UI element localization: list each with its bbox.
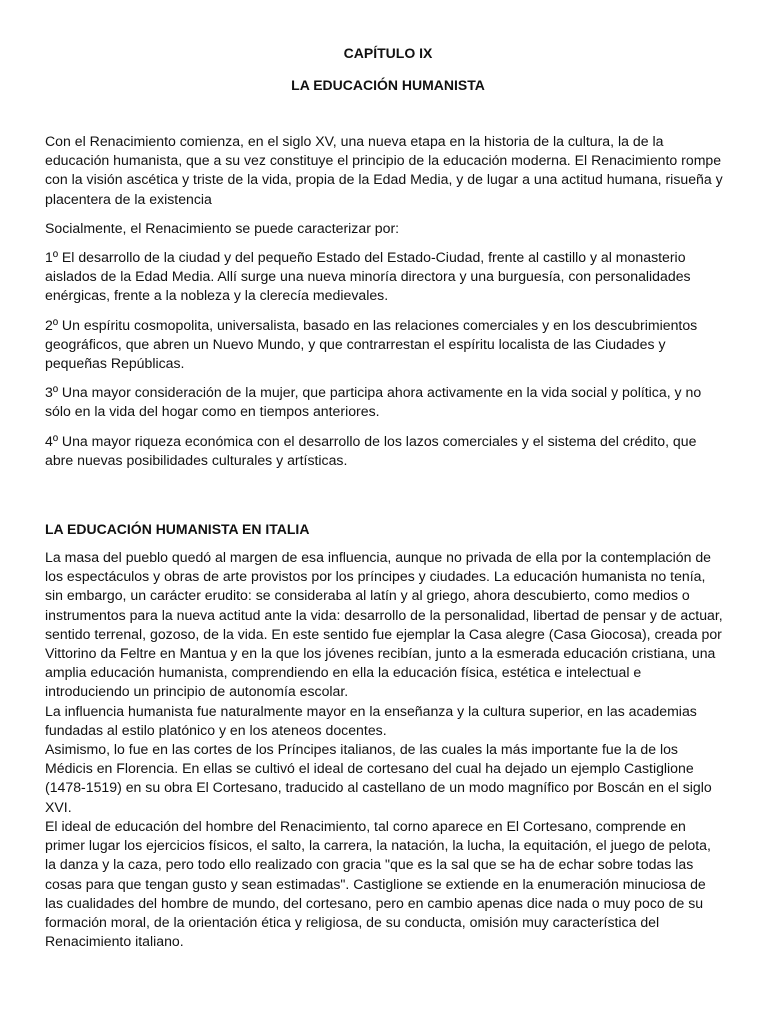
intro-section xyxy=(45,132,725,470)
chapter-title: LA EDUCACIÓN HUMANISTA xyxy=(291,77,485,93)
paragraph: 1º El desarrollo de la ciudad y del pequeño Estado del Estado-Ciudad, frente al castillo y al monasterio aislados de la Edad Media. Allí surge una nueva minoría directora y una burguesía, con personalidades enérgicas, frente a la nobleza y la clerecía medievales. xyxy=(45,249,691,304)
italia-section xyxy=(45,548,725,951)
paragraph: La masa del pueblo quedó al margen de esa influencia, aunque no privada de ella por la contemplación de los espectáculos y obras de arte provistos por los príncipes y ciudades. La educación humanista no tenía, sin embargo, un carácter erudito: se consideraba al latín y al griego, ahora descubierto, como medios o instrumentos para la nueva actitud ante la vida: desarrollo de la personalidad, libertad de pensar y de actuar, sentido terrenal, gozoso, de la vida. En este sentido fue ejemplar la Casa alegre (Casa Giocosa), creada por Vittorino da Feltre en Mantua y en la que los jóvenes recibían, junto a la esmerada educación cristiana, una amplia educación humanista, comprendiendo en ella la educación física, estética e intelectual e introduciendo un principio de autonomía escolar. xyxy=(45,549,723,700)
paragraph: 2º Un espíritu cosmopolita, universalista, basado en las relaciones comerciales y en los descubrimientos geográficos, que abren un Nuevo Mundo, y que contrarrestan el espíritu localista de las Ciudades y pequeñas Repúblicas. xyxy=(45,316,698,372)
section-heading-italia: LA EDUCACIÓN HUMANISTA EN ITALIA xyxy=(45,521,310,538)
paragraph: 3º Una mayor consideración de la mujer, que participa ahora activamente en la vida social y política, y no sólo en la vida del hogar como en tiempos anteriores. xyxy=(45,384,702,420)
paragraph: Socialmente, el Renacimiento se puede caracterizar por: xyxy=(45,219,400,236)
paragraph: 4º Una mayor riqueza económica con el desarrollo de los lazos comerciales y el sistema del crédito, que abre nuevas posibilidades culturales y artísticas. xyxy=(45,432,697,468)
paragraph: Con el Renacimiento comienza, en el siglo XV, una nueva etapa en la historia de la cultura, la de la educación humanista, que a su vez constituye el principio de la educación moderna. El Renacimiento rompe con la visión ascética y triste de la vida, propia de la Edad Media, y de lugar a una actitud humana, risueña y placentera de la existencia xyxy=(45,133,723,207)
chapter-number: CAPÍTULO IX xyxy=(343,45,433,61)
paragraph: Asimismo, lo fue en las cortes de los Príncipes italianos, de las cuales la más importante fue la de los Médicis en Florencia. En ellas se cultivó el ideal de cortesano del cual ha dejado un ejemplo Castiglione (1478-1519) en su obra El Cortesano, traducido al castellano de un modo magnífico por Boscán en el siglo XVI. xyxy=(45,741,712,815)
document-page xyxy=(45,44,725,951)
paragraph: La influencia humanista fue naturalmente mayor en la enseñanza y la cultura superior, en las academias fundadas al estilo platónico y en los ateneos docentes. xyxy=(45,702,697,738)
paragraph: El ideal de educación del hombre del Renacimiento, tal corno aparece en El Cortesano, comprende en primer lugar los ejercicios físicos, el salto, la carrera, la natación, la lucha, la equitación, el juego de pelota, la danza y la caza, pero todo ello realizado con gracia "que es la sal que se ha de echar sobre todas las cosas para que tengan gusto y sean estimadas". Castiglione se extiende en la enumeración minuciosa de las cualidades del hombre de mundo, del cortesano, pero en cambio apenas dice nada o muy poco de su formación moral, de la orientación ética y religiosa, de su conducta, omisión muy característica del Renacimiento italiano. xyxy=(45,817,711,950)
